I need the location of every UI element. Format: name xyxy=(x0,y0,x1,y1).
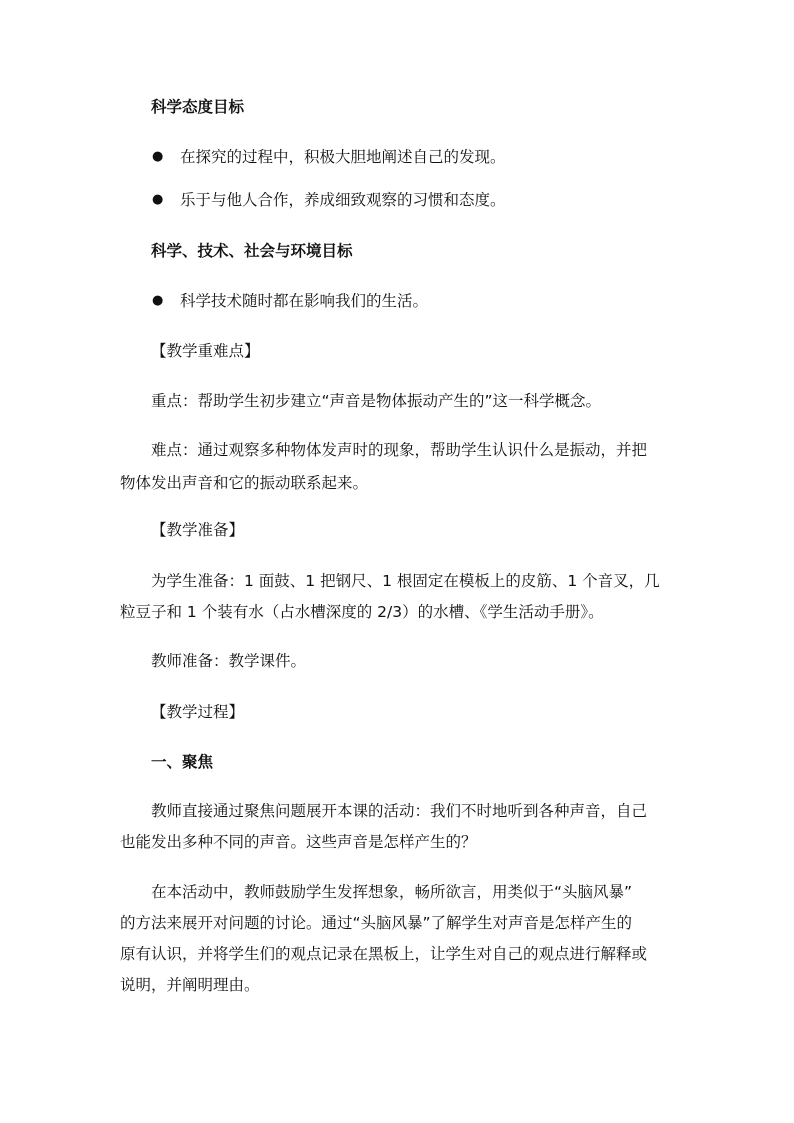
focus-paragraph-1-line-1: 教师直接通过聚焦问题展开本课的活动：我们不时地听到各种声音，自己 xyxy=(151,802,648,820)
difficulty-text-line-1: 难点：通过观察多种物体发声时的现象，帮助学生认识什么是振动，并把 xyxy=(151,441,648,459)
focus-paragraph-2-line-4: 说明，并阐明理由。 xyxy=(120,976,260,994)
bullet-icon: ● xyxy=(152,293,164,308)
bullet-icon: ● xyxy=(152,192,164,207)
stse-goals-heading: 科学、技术、社会与环境目标 xyxy=(151,242,353,260)
key-points-heading: 【教学重难点】 xyxy=(151,342,260,360)
teacher-prep-text: 教师准备：教学课件。 xyxy=(151,652,307,670)
stse-bullet-1: 科学技术随时都在影响我们的生活。 xyxy=(180,292,429,310)
focus-paragraph-2-line-1: 在本活动中，教师鼓励学生发挥想象，畅所欲言，用类似于“头脑风暴” xyxy=(151,883,633,901)
focus-paragraph-1-line-2: 也能发出多种不同的声音。这些声音是怎样产生的？ xyxy=(120,833,477,851)
student-prep-line-2: 粒豆子和 1 个装有水（占水槽深度的 2/3）的水槽、《学生活动手册》。 xyxy=(120,603,604,621)
preparation-heading: 【教学准备】 xyxy=(151,521,245,539)
attitude-bullet-1: 在探究的过程中，积极大胆地阐述自己的发现。 xyxy=(180,148,506,166)
focus-paragraph-2-line-3: 原有认识，并将学生们的观点记录在黑板上，让学生对自己的观点进行解释或 xyxy=(120,945,648,963)
process-heading: 【教学过程】 xyxy=(151,703,245,721)
difficulty-text-line-2: 物体发出声音和它的振动联系起来。 xyxy=(120,474,369,492)
focus-heading: 一、聚焦 xyxy=(151,753,214,771)
focus-paragraph-2-line-2: 的方法来展开对问题的讨论。通过“头脑风暴”了解学生对声音是怎样产生的 xyxy=(120,914,633,932)
bullet-icon: ● xyxy=(152,149,164,164)
student-prep-line-1: 为学生准备：1 面鼓、1 把钢尺、1 根固定在模板上的皮筋、1 个音叉，几 xyxy=(151,572,660,590)
attitude-goals-heading: 科学态度目标 xyxy=(151,98,245,116)
attitude-bullet-2: 乐于与他人合作，养成细致观察的习惯和态度。 xyxy=(180,191,506,209)
key-point-text: 重点：帮助学生初步建立“声音是物体振动产生的”这一科学概念。 xyxy=(151,392,602,410)
